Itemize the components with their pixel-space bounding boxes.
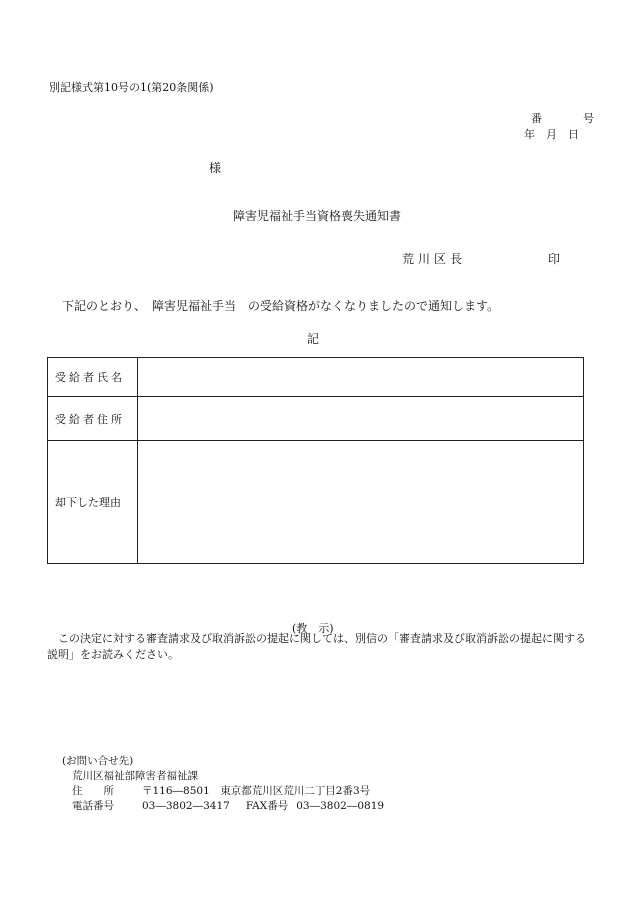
document-number-line xyxy=(531,110,594,126)
table-row xyxy=(48,397,584,441)
record-table xyxy=(47,357,584,564)
fax-value: 03―3802―0819 xyxy=(296,800,385,812)
contact-block xyxy=(62,754,384,814)
contact-heading: (お問い合せ先) xyxy=(62,755,134,767)
form-reference: 別記様式第10号の1(第20条関係) xyxy=(49,81,214,94)
recipient-address-label: 受給者住所 xyxy=(48,397,138,441)
recipient-name-value xyxy=(138,358,584,397)
contact-address xyxy=(62,784,384,799)
phone-label: 電話番号 xyxy=(72,800,114,812)
document-title: 障害児福祉手当資格喪失通知書 xyxy=(233,209,402,223)
contact-phone xyxy=(62,799,384,814)
notice-body: 下記のとおり、 障害児福祉手当 の受給資格がなくなりましたので通知します。 xyxy=(62,299,500,313)
recipient-address-value xyxy=(138,397,584,441)
rejection-reason-label: 却下した理由 xyxy=(48,441,138,564)
contact-department: 荒川区福祉部障害者福祉課 xyxy=(72,770,198,782)
recipient-suffix: 様 xyxy=(209,161,222,175)
issuer-name: 荒川区長 xyxy=(402,252,467,266)
table-row xyxy=(48,441,584,564)
record-heading: 記 xyxy=(307,332,320,346)
rejection-reason-value xyxy=(138,441,584,564)
instruction-heading: (教 示) xyxy=(292,622,334,635)
instruction-text: この決定に対する審査請求及び取消訴訟の提起に関しては、別信の「審査請求及び取消訴訟の提起に関する説明」をお読みください。 xyxy=(47,632,586,661)
number-label: 番 xyxy=(531,112,542,125)
phone-value: 03―3802―3417 xyxy=(142,800,230,812)
number-suffix: 号 xyxy=(583,112,594,125)
address-label: 住 所 xyxy=(72,785,114,797)
seal-mark: 印 xyxy=(548,252,561,266)
date-line: 年 月 日 xyxy=(524,128,579,141)
recipient-name-label: 受給者氏名 xyxy=(48,358,138,397)
table-row xyxy=(48,358,584,397)
address-value: 〒116―8501 東京都荒川区荒川二丁目2番3号 xyxy=(142,785,371,797)
fax-label: FAX番号 xyxy=(245,800,289,812)
